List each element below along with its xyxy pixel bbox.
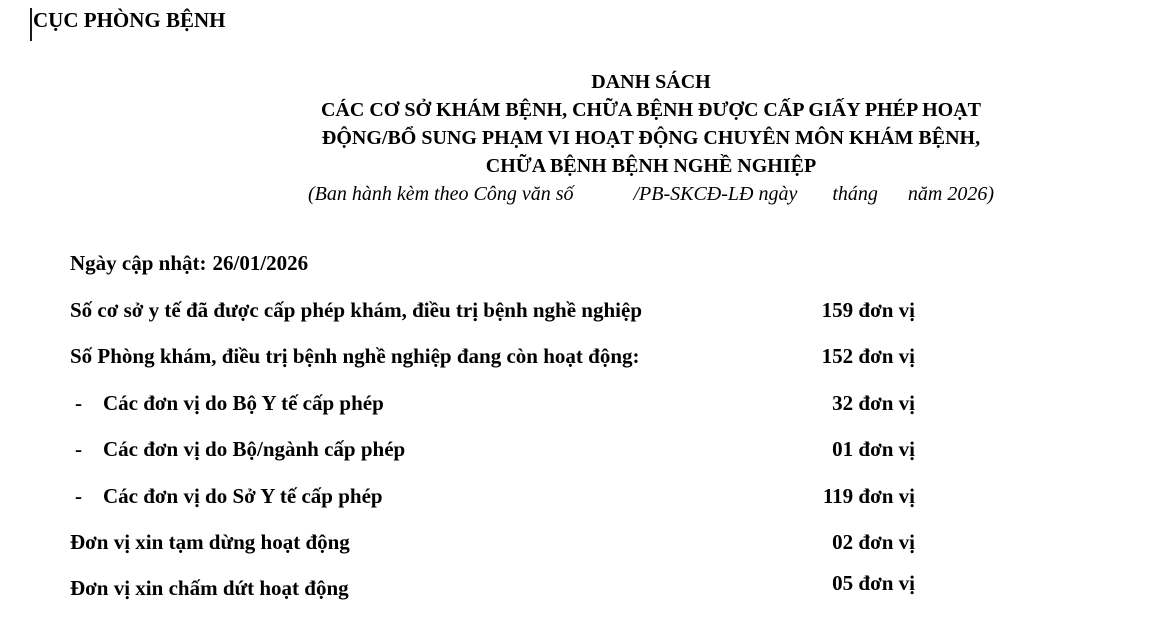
stat-value: 152 đơn vị [821, 344, 915, 369]
title-line-2: ĐỘNG/BỔ SUNG PHẠM VI HOẠT ĐỘNG CHUYÊN MÔN KHÁM BỆNH, [321, 127, 981, 149]
stat-value: 32 đơn vị [832, 390, 915, 415]
stats-list [70, 297, 915, 622]
update-date-label: Ngày cập nhật: [70, 251, 207, 275]
stat-label: Các đơn vị do Sở Y tế cấp phép [103, 483, 383, 508]
title-block [270, 68, 1032, 208]
stat-row-department-of-health-licensed [70, 483, 915, 529]
stat-row-active-clinics [70, 343, 915, 389]
stat-label: Các đơn vị do Bộ Y tế cấp phép [103, 390, 384, 415]
stat-row-licensed-total [70, 297, 915, 343]
stat-row-terminated-units [70, 571, 915, 621]
list-dash-marker: - [75, 483, 82, 508]
stat-value: 159 đơn vị [821, 298, 915, 322]
text-insertion-cursor [30, 8, 32, 41]
stat-row-ministry-sector-licensed [70, 436, 915, 482]
title-line-3: CHỮA BỆNH BỆNH NGHỀ NGHIỆP [485, 155, 817, 177]
list-dash-marker: - [75, 390, 82, 415]
stat-label: Đơn vị xin chấm dứt hoạt động [70, 576, 349, 601]
list-dash-marker: - [75, 437, 82, 462]
doc-type-title: DANH SÁCH [591, 71, 711, 93]
stat-label: Các đơn vị do Bộ/ngành cấp phép [103, 437, 406, 462]
stat-row-ministry-of-health-licensed [70, 390, 915, 436]
org-header: CỤC PHÒNG BỆNH [33, 8, 226, 32]
stat-value: 01 đơn vị [832, 437, 915, 462]
stat-row-suspended-units [70, 529, 915, 575]
stat-value: 119 đơn vị [822, 483, 915, 508]
stat-label: Số Phòng khám, điều trị bệnh nghề nghiệp đang còn hoạt động: [70, 344, 640, 369]
update-date-value: 26/01/2026 [212, 251, 309, 275]
issuance-note: (Ban hành kèm theo Công văn số /PB-SKCĐ-LĐ ngày tháng năm 2026) [307, 183, 995, 205]
update-date [70, 250, 308, 277]
stat-label: Đơn vị xin tạm dừng hoạt động [70, 529, 350, 554]
stat-label: Số cơ sở y tế đã được cấp phép khám, điều trị bệnh nghề nghiệp [70, 298, 643, 322]
title-line-1: CÁC CƠ SỞ KHÁM BỆNH, CHỮA BỆNH ĐƯỢC CẤP GIẤY PHÉP HOẠT [320, 99, 982, 121]
stat-value: 02 đơn vị [832, 529, 915, 554]
stat-value: 05 đơn vị [832, 571, 915, 596]
